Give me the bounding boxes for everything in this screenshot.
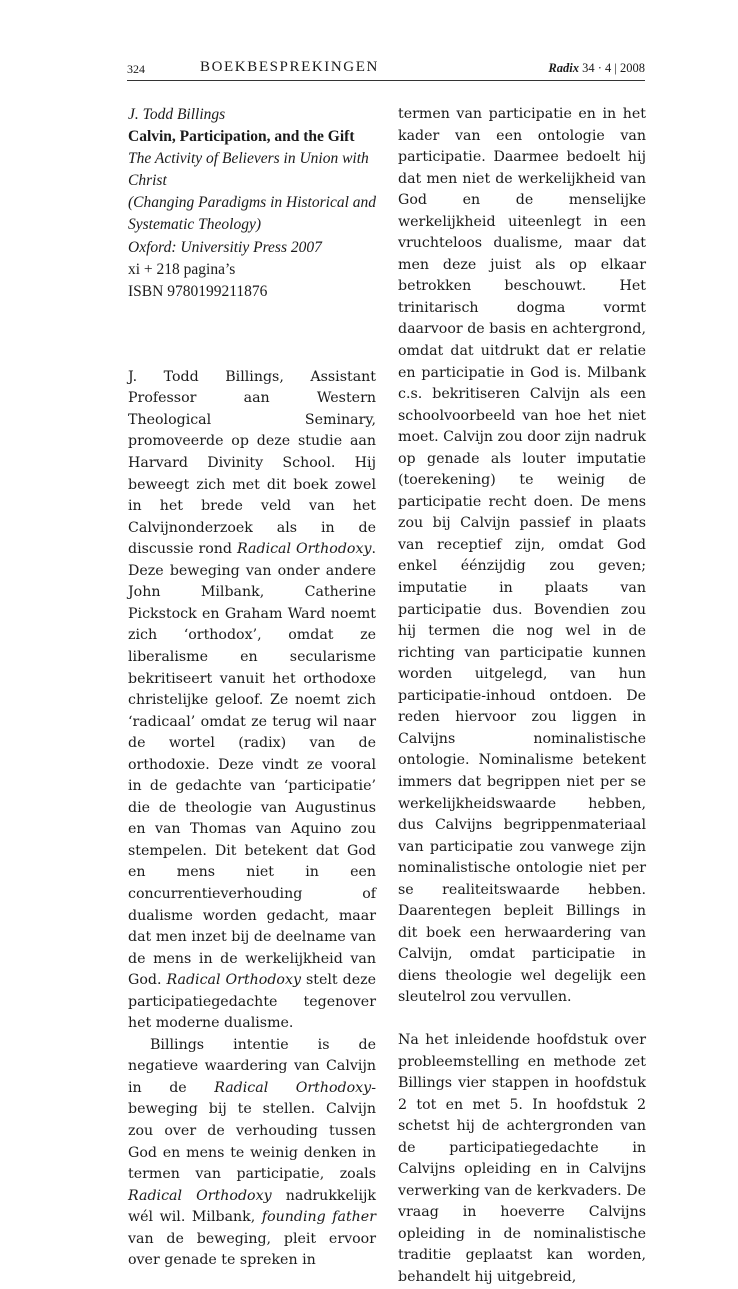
book-title: Calvin, Participation, and the Gift [128, 128, 355, 146]
right-column [398, 104, 646, 1289]
book-publisher: Oxford: Universitiy Press 2007 [128, 238, 322, 256]
review-paragraph: Na het inleidende hoofdstuk over probleemstelling en methode zet Billings vier stappen in hoofdstuk 2 tot en met 5. In hoofdstuk 2 schetst hij de achtergronden van de participatiegedachte in Calvijns opleiding en in Calvijns verwerking van de kerkvaders. De vraag in hoeverre Calvijns opleiding in de nominalistische traditie geplaatst kan worden, behandelt hij uitgebreid, [398, 1031, 646, 1285]
page-number: 324 [127, 62, 145, 76]
journal-reference [548, 61, 645, 76]
text-run: . Deze beweging van onder andere John Milbank, Catherine Pickstock en Graham Ward noemt zich ‘orthodox’, omdat ze liberalisme en secularisme bekritiseert vanuit het orthodoxe christelijke geloof. Ze noemt zich ‘radicaal’ omdat ze terug wil naar de wortel (radix) van de orthodoxie. Deze vindt ze vooral in de gedachte van ‘participatie’ die de theologie van Augustinus en van Thomas van Aquino zou stempelen. Dit betekent dat God en mens niet in een concurrentieverhouding of dualisme worden gedacht, maar dat men inzet bij de deelname van de mens in de werkelijkheid van God. [128, 541, 376, 989]
journal-issue: 34 · 4 | 2008 [578, 61, 645, 75]
italic-term: Radical Orthodoxy [237, 541, 372, 558]
review-paragraph: termen van participatie en in het kader van een ontologie van participatie. Daarmee bedoelt hij dat men niet de werkelijkheid van God en de menselijke werkelijkheid uiteenlegt in een vruchteloos dualisme, maar dat men deze juist als op elkaar betrokken beschouwt. Het trinitarisch dogma vormt daarvoor de basis en achtergrond, omdat dat uitdrukt dat er relatie en participatie in God is. Milbank c.s. bekritiseren Calvijn als een schoolvoorbeeld van hoe het niet moet. Calvijn zou door zijn nadruk op genade als louter imputatie (toerekening) te weinig de participatie recht doen. De mens zou bij Calvijn passief in plaats van receptief zijn, omdat God enkel éénzijdig zou geven; imputatie in plaats van participatie dus. Bovendien zou hij termen die nog wel in de richting van participatie kunnen worden uitgelegd, van hun participatie-inhoud ontdoen. De reden hiervoor zou liggen in Calvijns nominalistische ontologie. Nominalisme betekent immers dat begrippen niet per se werkelijkheidswaarde hebben, dus Calvijns begrippenmateriaal van participatie zou vanwege zijn nominalistische ontologie niet per se realiteitswaarde hebben. Daarentegen bepleit Billings in dit boek een herwaardering van Calvijn, omdat participatie in diens theologie wel degelijk een sleutelrol zou vervullen. [398, 106, 646, 1006]
text-run: stelt deze participatiegedachte tegenover het moderne dualisme. [128, 972, 376, 1032]
left-column [128, 104, 376, 1272]
book-pages: xi + 218 pagina’s [128, 260, 236, 278]
italic-term: Radical Orthodoxy [166, 972, 301, 989]
italic-term: Radical Orthodoxy [128, 1187, 272, 1204]
running-header [127, 58, 645, 81]
text-run: Billings intentie is de negatieve waardering van Calvijn in de [128, 1036, 376, 1096]
review-paragraph [128, 367, 376, 1035]
review-paragraph [128, 1035, 376, 1272]
text-run: -beweging bij te stellen. Calvijn zou over de verhouding tussen God en mens te weinig denken in termen van participatie, zoals [128, 1079, 376, 1183]
text-run: van de beweging, pleit ervoor over genade te spreken in [128, 1230, 376, 1269]
text-run: nadrukkelijk wél wil. Milbank, [128, 1187, 376, 1226]
book-bibliography [128, 104, 376, 303]
book-isbn: ISBN 9780199211876 [128, 282, 268, 300]
section-title: BOEKBESPREKINGEN [200, 59, 379, 75]
italic-term: founding father [261, 1209, 376, 1226]
italic-term: Radical Orthodoxy [214, 1079, 372, 1096]
book-author: J. Todd Billings [128, 106, 226, 123]
text-run: J. Todd Billings, Assistant Professor aan Western Theological Seminary, promoveerde op deze studie aan Harvard Divinity School. Hij beweegt zich met dit boek zowel in het brede veld van het Calvijnonderzoek als in de discussie rond [128, 368, 376, 558]
book-subtitle: The Activity of Believers in Union with Christ [128, 150, 369, 190]
book-series: (Changing Paradigms in Historical and Systematic Theology) [128, 194, 377, 234]
journal-name: Radix [548, 61, 579, 75]
